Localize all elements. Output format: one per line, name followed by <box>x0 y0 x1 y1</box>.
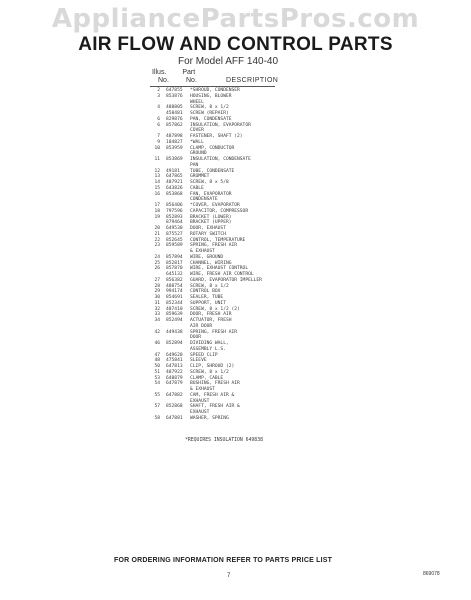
header-divider <box>150 86 275 87</box>
part-description: INSULATION, EVAPORATOR <box>190 122 251 128</box>
illus-number: 7 <box>157 134 160 139</box>
part-number: 853959 <box>166 145 183 151</box>
footnote: *REQUIRES INSULATION 649838 <box>185 438 263 443</box>
illus-number: 18 <box>154 208 160 214</box>
part-number: 852894 <box>166 341 183 346</box>
part-number: 487898 <box>166 134 183 139</box>
part-number: 852344 <box>166 300 183 306</box>
part-description: BUSHING, FRESH AIR <box>190 381 240 387</box>
part-number: 859639 <box>166 312 183 318</box>
part-description: CAM, FRESH AIR & <box>190 392 235 398</box>
model-subtitle: For Model AFF 140-40 <box>178 56 279 67</box>
part-number: 643826 <box>166 185 183 191</box>
illus-number: 32 <box>154 306 160 312</box>
part-description: DOOR, EXHAUST <box>190 226 226 231</box>
part-number: 647813 <box>166 364 183 369</box>
part-number: 852645 <box>166 237 183 243</box>
part-description: EXHAUST <box>190 410 210 415</box>
illus-number: 9 <box>157 139 160 145</box>
illus-number: 25 <box>154 260 160 266</box>
ordering-info-note: FOR ORDERING INFORMATION REFER TO PARTS PRICE LIST <box>114 557 333 564</box>
illus-number: 13 <box>154 174 160 180</box>
part-number: 449438 <box>166 329 183 335</box>
part-number: 475841 <box>166 358 183 364</box>
illus-number: 12 <box>154 168 160 174</box>
part-number: 647865 <box>166 174 183 180</box>
illus-number: 10 <box>154 145 160 151</box>
illus-number: 21 <box>154 231 160 237</box>
illus-number: 51 <box>154 369 160 375</box>
illus-number: 46 <box>154 341 160 346</box>
parts-list <box>150 88 330 422</box>
part-description: CLAMP, CONDUCTOR <box>190 145 235 151</box>
part-description: TUBE, CONDENSATE <box>190 168 235 174</box>
part-description: SUPPORT, UNIT <box>190 300 226 306</box>
illus-number: 48 <box>154 358 160 364</box>
illus-number: 42 <box>154 329 160 335</box>
part-number: 853868 <box>166 191 183 197</box>
part-description: GROUND <box>190 151 207 157</box>
part-number: 829876 <box>166 116 183 122</box>
part-number: 856406 <box>166 203 183 208</box>
watermark-text: AppliancePartsPros.com <box>51 4 420 34</box>
part-description: SCREW, 8 x 5/8 <box>190 180 229 185</box>
part-description: *COVER, EVAPORATOR <box>190 203 240 208</box>
part-description: SHAFT, FRESH AIR & <box>190 404 240 410</box>
part-description: CABLE <box>190 185 204 191</box>
part-number: 856382 <box>166 277 183 283</box>
part-number: 649530 <box>166 226 183 231</box>
part-description: ASSEMBLY L.S. <box>190 346 226 352</box>
part-description: CAPACITOR, COMPRESSOR <box>190 208 249 214</box>
part-number: 647879 <box>166 381 183 387</box>
part-description: FASTENER, SHAFT (2) <box>190 134 243 139</box>
illus-number: 24 <box>154 254 160 260</box>
part-number: 647855 <box>166 88 183 93</box>
illus-number: 19 <box>154 214 160 220</box>
part-description: WIRE, GROUND <box>190 254 224 260</box>
part-description: CLAMP, CABLE <box>190 375 224 381</box>
illus-number: 50 <box>154 364 160 369</box>
illus-number: 15 <box>154 185 160 191</box>
part-description: AIR DOOR <box>190 323 213 329</box>
part-number: 853876 <box>166 93 183 99</box>
part-description: CONTROL BOX <box>190 289 221 295</box>
part-number: 852893 <box>166 214 183 220</box>
part-description: SPRING, FRESH AIR <box>190 329 238 335</box>
document-code: 869078 <box>423 571 440 577</box>
illus-number: 16 <box>154 191 160 197</box>
illus-number: 4 <box>157 105 160 111</box>
part-description: FAN, EVAPORATOR <box>190 191 232 197</box>
illus-number: 26 <box>154 266 160 272</box>
part-description: SPRING, FRESH AIR <box>190 243 238 249</box>
part-description: GROMMET <box>190 174 210 180</box>
illus-number: 34 <box>154 318 160 323</box>
part-description: WHEEL <box>190 99 204 105</box>
page-number: 7 <box>227 573 231 579</box>
illus-number: 53 <box>154 375 160 381</box>
part-description: SEALER, TUBE <box>190 295 224 300</box>
part-description: PAN <box>190 162 199 168</box>
part-description: DIVIDING WALL, <box>190 341 229 346</box>
part-description: CHANNEL, WIRING <box>190 260 232 266</box>
part-description: *SHROUD, CONDENSER <box>190 88 240 93</box>
illus-number: 22 <box>154 237 160 243</box>
illus-number: 20 <box>154 226 160 231</box>
part-number: 852868 <box>166 404 183 410</box>
part-description: WASHER, SPRING <box>190 415 229 421</box>
part-description: BRACKET (UPPER) <box>190 220 232 226</box>
illus-number: 47 <box>154 352 160 358</box>
illus-number: 55 <box>154 392 160 398</box>
part-description: BRACKET (LOWER) <box>190 214 232 220</box>
illus-number: 6 <box>157 122 160 128</box>
part-description: HOUSING, BLOWER <box>190 93 232 99</box>
part-number: 797596 <box>166 208 183 214</box>
part-description: *WALL <box>190 139 204 145</box>
part-description: SCREW, 8 x 1/2 <box>190 283 229 289</box>
part-description: SCREW (REPAIR) <box>190 111 229 116</box>
part-number: 857894 <box>166 254 183 260</box>
part-description: GUARD, EVAPORATOR IMPELLER <box>190 277 262 283</box>
part-number: 487410 <box>166 306 183 312</box>
part-description: SPEED CLIP <box>190 352 218 358</box>
part-number: 859589 <box>166 243 183 249</box>
part-description: ROTARY SWITCH <box>190 231 226 237</box>
part-number: 854691 <box>166 295 183 300</box>
header-illus-no: No. <box>158 77 169 84</box>
illus-number: 57 <box>154 404 160 410</box>
part-description: SCREW, 8 x 1/2 <box>190 105 229 111</box>
header-illus-label <box>152 69 195 76</box>
illus-number: 14 <box>154 180 160 185</box>
illus-number: 30 <box>154 295 160 300</box>
part-number: 853869 <box>166 157 183 162</box>
part-number: 857870 <box>166 266 183 272</box>
illus-number: 29 <box>154 289 160 295</box>
part-description: DOOR <box>190 335 202 341</box>
illus-number: 11 <box>154 157 160 162</box>
header-description: DESCRIPTION <box>226 77 279 84</box>
part-description: CONTROL, TEMPERATURE <box>190 237 246 243</box>
part-number: 647882 <box>166 392 183 398</box>
illus-number: 23 <box>154 243 160 249</box>
header-part-text: Part <box>182 69 196 76</box>
part-number: 994174 <box>166 289 183 295</box>
part-number: 648879 <box>166 375 183 381</box>
part-description: SCREW, 8 x 1/2 (2) <box>190 306 240 312</box>
illus-number: 3 <box>157 93 160 99</box>
illus-number: 2 <box>157 88 160 93</box>
part-description: SCREW, 8 x 1/2 <box>190 369 229 375</box>
part-number: 488805 <box>166 105 183 111</box>
part-description: CLIP, SHROUD (2) <box>190 364 235 369</box>
part-number: 875527 <box>166 231 183 237</box>
part-number: 488754 <box>166 283 183 289</box>
part-description: EXHAUST <box>190 398 210 404</box>
part-number: 49181 <box>166 168 180 174</box>
part-description: ACTUATOR, FRESH <box>190 318 232 323</box>
illus-number: 31 <box>154 300 160 306</box>
part-description: WIRE, EXHAUST CONTROL <box>190 266 249 272</box>
part-number: 458481 <box>166 111 183 116</box>
part-number: 649620 <box>166 352 183 358</box>
illus-number: 6 <box>157 116 160 122</box>
header-illus-text: Illus. <box>152 69 167 76</box>
part-description: DOOR, FRESH AIR <box>190 312 232 318</box>
part-description: & EXHAUST <box>190 249 215 254</box>
part-number: 857862 <box>166 122 183 128</box>
part-description: COVER <box>190 128 204 134</box>
part-number: 647881 <box>166 415 183 421</box>
part-number: 487921 <box>166 180 183 185</box>
illus-number: 33 <box>154 312 160 318</box>
part-number: 852494 <box>166 318 183 323</box>
illus-number: 27 <box>154 277 160 283</box>
part-description: SLEEVE <box>190 358 207 364</box>
illus-number: 17 <box>154 203 160 208</box>
part-number: 879464 <box>166 220 183 226</box>
part-description: CONDENSATE <box>190 197 218 203</box>
part-number: 852817 <box>166 260 183 266</box>
part-description: WIRE, FRESH AIR CONTROL <box>190 272 254 277</box>
part-number: 104827 <box>166 139 183 145</box>
illus-number: 58 <box>154 415 160 421</box>
illus-number: 54 <box>154 381 160 387</box>
part-number: 487922 <box>166 369 183 375</box>
part-number: 645132 <box>166 272 183 277</box>
parts-row <box>150 416 330 422</box>
part-description: & EXHAUST <box>190 387 215 392</box>
part-description: INSULATION, CONDENSATE <box>190 157 251 162</box>
header-part-no: No. <box>186 77 197 84</box>
illus-number: 28 <box>154 283 160 289</box>
page-title: AIR FLOW AND CONTROL PARTS <box>78 34 393 55</box>
part-description: PAN, CONDENSATE <box>190 116 232 122</box>
